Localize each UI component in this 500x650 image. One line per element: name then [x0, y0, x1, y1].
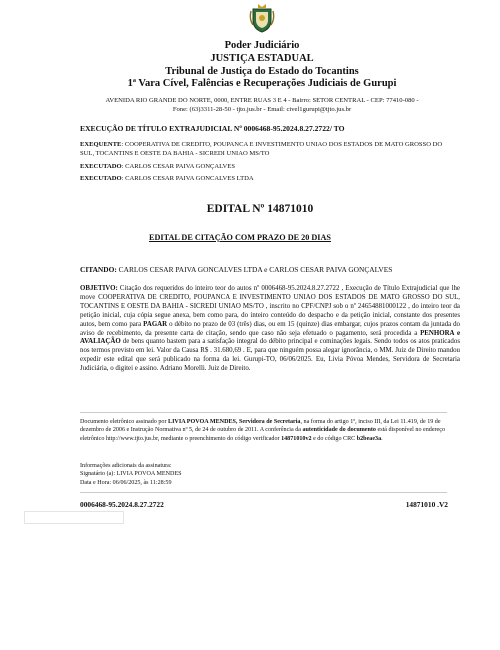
signature-text-1: Documento eletrônico assinado por [80, 419, 168, 425]
citando-text: CARLOS CESAR PAIVA GONCALVES LTDA e CARLOS CESAR PAIVA GONÇALVES [116, 265, 393, 274]
signature-notice [80, 418, 448, 443]
executado-label: EXECUTADO [80, 163, 122, 170]
signatory: Signatário (a): LIVIA POVOA MENDES [80, 471, 182, 478]
verification-code: 14871010v2 [281, 435, 312, 442]
executado-label: EXECUTADO [80, 175, 122, 182]
header-line-judiciary: Poder Judiciário [224, 40, 300, 51]
divider [80, 492, 447, 493]
objetivo-label: OBJETIVO: [80, 285, 118, 292]
executado-line-1 [80, 163, 448, 172]
citando-label: CITANDO: [80, 265, 117, 274]
objetivo-penhora: PENHORA e AVALIAÇÃO [80, 329, 460, 346]
signature-text-2: , na forma do artigo 1º, inciso III, da Lei 11.419, de 19 de dezembro de 2006 e Instrução Normativa nº 5, de 24 de outubro de 2011. A conferência da [80, 419, 441, 434]
authenticity-label: autenticidade do documento [302, 427, 376, 434]
stamp-box [24, 511, 124, 524]
objetivo-text-1: Citação dos requeridos do inteiro teor do autos nº 0006468-95.2024.8.27.2722 , Execução de Título Extrajudicial que lhe move COOPERATIVA DE CREDITO, POUPANCA E INVESTIMENTO UNIAO DOS ESTADOS DE MATO GROSSO DO SUL, TOCANTINS E OESTE DA BAHIA - SICREDI UNIAO MS/TO , inscrito no CPF/CNPJ sob o nº 24654881000122 , do inteiro teor da petição inicial, cuja cópia segue anexa, bem como para, do inteiro conteúdo do despacho e da petição inicial, constante dos presentes autos, bem como para [80, 285, 460, 328]
signature-text-5: . [381, 435, 383, 442]
signer-name: LIVIA POVOA MENDES, Servidora de Secretaria [168, 419, 301, 425]
crc-code: b2beae3a [356, 435, 382, 442]
address-line-2: Fone: (63)3311-28-50 - tjto.jus.br - Email: civel1gurupi@tjto.jus.br [172, 106, 352, 113]
signature-info [80, 462, 448, 487]
exequente-line [80, 141, 448, 158]
process-title: EXECUÇÃO DE TÍTULO EXTRAJUDICIAL Nº 0006468-95.2024.8.27.2722/ TO [80, 124, 345, 133]
signature-text-3: está disponível no endereço eletrônico http://www.tjto.jus.br, mediante o preenchimento do código verificador [80, 427, 446, 442]
divider [80, 412, 447, 413]
header-line-tribunal: Tribunal de Justiça do Estado do Tocantins [165, 66, 359, 77]
court-address [70, 96, 454, 114]
footer-document-version: 14871010 .V2 [405, 500, 448, 509]
footer-process-number: 0006468-95.2024.8.27.2722 [80, 500, 164, 509]
header-line-justice: JUSTIÇA ESTADUAL [210, 53, 314, 64]
executado-value-1: : CARLOS CESAR PAIVA GONÇALVES [121, 163, 236, 170]
signature-datetime: Data e Hora: 06/06/2025, às 11:28:59 [80, 479, 172, 486]
objetivo-paragraph [80, 285, 460, 374]
exequente-label: EXEQUENTE [80, 141, 122, 148]
objetivo-pagar: PAGAR [143, 320, 168, 328]
objetivo-text-3: de bens quanto bastem para a satisfação integral do débito principal e cominações legais. Sendo todos os atos praticados nos termos previsto em lei. Valor da Causa R$ . 31.680,69 . E, para que ninguém possa alegar ignorância, o MM. Juiz de Direito mandou expedir este edital que será publicado na forma da lei. Gurupi-TO, 06/06/2025. Eu, Livia Póvoa Mendes, Servidora de Secretaria Judiciária, o digitei e assino. Adriano Morelli. Juiz de Direito. [80, 338, 460, 373]
header-line-court: 1ª Vara Cível, Falências e Recuperações Judiciais de Gurupi [127, 78, 397, 89]
edital-title: EDITAL Nº 14871010 [206, 203, 314, 215]
address-line-1: AVENIDA RIO GRANDE DO NORTE, 0000, ENTRE RUAS 3 E 4 - Bairro: SETOR CENTRAL - CEP: 77410-080 - [105, 97, 419, 104]
edital-subtitle: EDITAL DE CITAÇÃO COM PRAZO DE 20 DIAS [149, 233, 331, 242]
exequente-value: : COOPERATIVA DE CREDITO, POUPANCA E INVESTIMENTO UNIAO DOS ESTADOS DE MATO GROSSO DO SUL, TOCANTINS E OESTE DA BAHIA - SICREDI UNIAO MS/TO [80, 141, 443, 157]
coat-of-arms-icon [249, 3, 275, 33]
executado-line-2 [80, 175, 448, 184]
executado-value-2: : CARLOS CESAR PAIVA GONCALVES LTDA [121, 175, 254, 182]
citando-paragraph [80, 265, 460, 274]
signature-text-4: e do código CRC [311, 435, 357, 442]
signature-info-title: Informações adicionais da assinatura: [80, 463, 172, 469]
objetivo-text-2: o débito no prazo de 03 (três) dias, ou em 15 (quinze) dias embargar, cujos prazos contam da juntada do aviso de recebimento, da presente carta de citação, sendo que caso não seja efetuado o pagamento, será procedida a [80, 320, 461, 337]
